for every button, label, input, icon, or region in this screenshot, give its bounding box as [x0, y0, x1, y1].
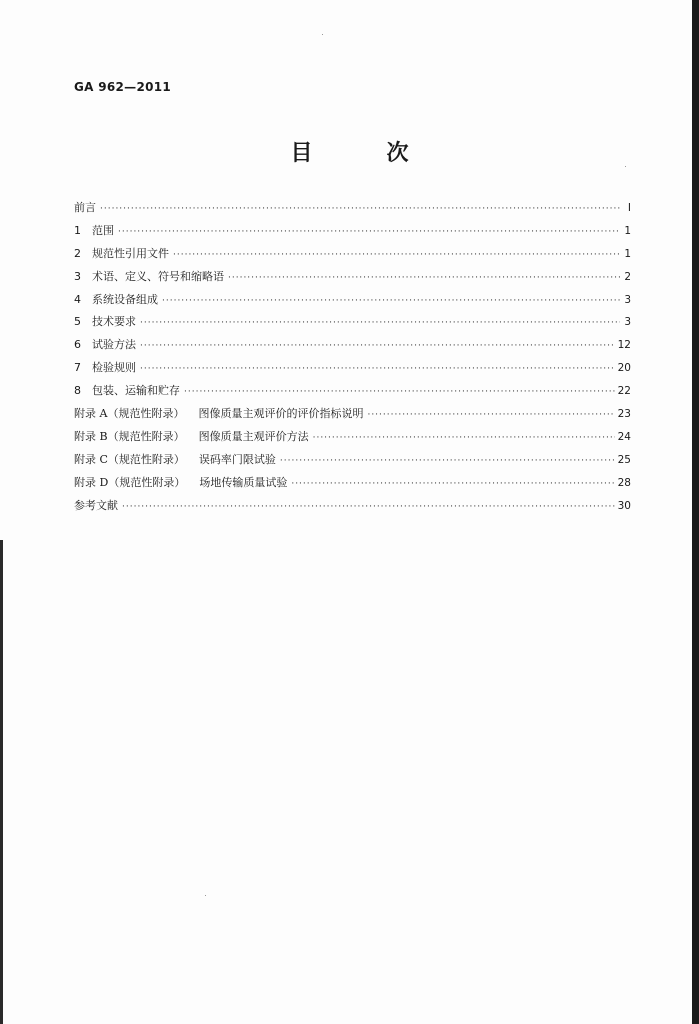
- toc-leader-dots: [140, 339, 615, 353]
- toc-page-number: 1: [624, 224, 631, 237]
- toc-entry-number: 1: [74, 223, 81, 237]
- scan-speck: [205, 895, 206, 896]
- toc-entry-packaging[interactable]: [74, 384, 631, 407]
- toc-entry-annex-c[interactable]: [74, 453, 631, 476]
- toc-entry-number: 8: [74, 384, 81, 398]
- table-of-contents: [74, 201, 631, 521]
- scan-speck: [322, 34, 323, 35]
- toc-annex-prefix: 附录 B（规范性附录）: [74, 429, 185, 443]
- standard-code: GA 962—2011: [74, 80, 172, 94]
- toc-entry-scope[interactable]: [74, 224, 631, 247]
- toc-page-number: 24: [617, 430, 631, 443]
- toc-leader-dots: [184, 385, 615, 399]
- toc-entry-label: 检验规则: [92, 361, 136, 375]
- toc-leader-dots: [291, 477, 614, 491]
- toc-entry-number: 5: [74, 315, 81, 329]
- toc-entry-number: 2: [74, 246, 81, 260]
- toc-page-number: 25: [617, 453, 631, 466]
- toc-entry-foreword[interactable]: [74, 201, 631, 224]
- toc-entry-label: 技术要求: [92, 315, 136, 329]
- toc-entry-label: 术语、定义、符号和缩略语: [92, 269, 224, 283]
- toc-page-number: 3: [624, 293, 631, 306]
- toc-annex-prefix: 附录 A（规范性附录）: [74, 407, 185, 421]
- toc-entry-terms[interactable]: [74, 270, 631, 293]
- toc-entry-label: 参考文献: [74, 498, 118, 512]
- toc-entry-label: 系统设备组成: [92, 292, 158, 306]
- toc-annex-prefix: 附录 D（规范性附录）: [74, 475, 186, 489]
- toc-page-number: 28: [617, 476, 631, 489]
- toc-entry-label: 范围: [92, 223, 114, 237]
- toc-leader-dots: [173, 248, 620, 262]
- toc-page-number: 20: [617, 362, 631, 375]
- toc-page-number: 22: [617, 385, 631, 398]
- toc-leader-dots: [367, 408, 614, 422]
- toc-page-number: Ⅰ: [627, 202, 631, 214]
- toc-leader-dots: [118, 225, 620, 239]
- toc-entry-bibliography[interactable]: [74, 499, 631, 522]
- toc-page-number: 3: [624, 316, 631, 329]
- toc-entry-label: 图像质量主观评价的评价指标说明: [198, 407, 364, 421]
- toc-leader-dots: [140, 316, 620, 330]
- toc-leader-dots: [313, 431, 615, 445]
- toc-annex-prefix: 附录 C（规范性附录）: [74, 452, 185, 466]
- toc-leader-dots: [228, 271, 620, 285]
- toc-entry-number: 3: [74, 269, 81, 283]
- toc-page-number: 12: [617, 339, 631, 352]
- toc-leader-dots: [140, 362, 615, 376]
- toc-entry-number: 6: [74, 338, 81, 352]
- toc-entry-number: 7: [74, 361, 81, 375]
- toc-entry-label: 图像质量主观评价方法: [198, 429, 309, 443]
- toc-title: 目 次: [290, 141, 435, 166]
- toc-entry-inspection-rules[interactable]: [74, 361, 631, 384]
- toc-leader-dots: [162, 294, 620, 308]
- toc-entry-annex-b[interactable]: [74, 430, 631, 453]
- toc-leader-dots: [280, 454, 615, 468]
- toc-entry-system-composition[interactable]: [74, 293, 631, 316]
- toc-entry-label: 场地传输质量试验: [199, 475, 288, 489]
- toc-entry-technical-requirements[interactable]: [74, 315, 631, 338]
- toc-entry-number: 4: [74, 292, 81, 306]
- toc-entry-label: 试验方法: [92, 338, 136, 352]
- toc-page-number: 1: [624, 247, 631, 260]
- toc-page-number: 30: [617, 499, 631, 512]
- toc-entry-annex-a[interactable]: [74, 407, 631, 430]
- toc-entry-test-methods[interactable]: [74, 338, 631, 361]
- toc-leader-dots: [100, 202, 620, 216]
- toc-page-number: 23: [617, 408, 631, 421]
- toc-entry-annex-d[interactable]: [74, 476, 631, 499]
- toc-page-number: 2: [624, 270, 631, 283]
- toc-leader-dots: [122, 500, 615, 514]
- toc-entry-normative-references[interactable]: [74, 247, 631, 270]
- scan-border-left: [0, 540, 3, 1024]
- toc-entry-label: 前言: [74, 201, 96, 214]
- toc-entry-label: 包装、运输和贮存: [92, 384, 180, 398]
- toc-entry-label: 规范性引用文件: [92, 246, 169, 260]
- toc-entry-label: 误码率门限试验: [198, 452, 276, 466]
